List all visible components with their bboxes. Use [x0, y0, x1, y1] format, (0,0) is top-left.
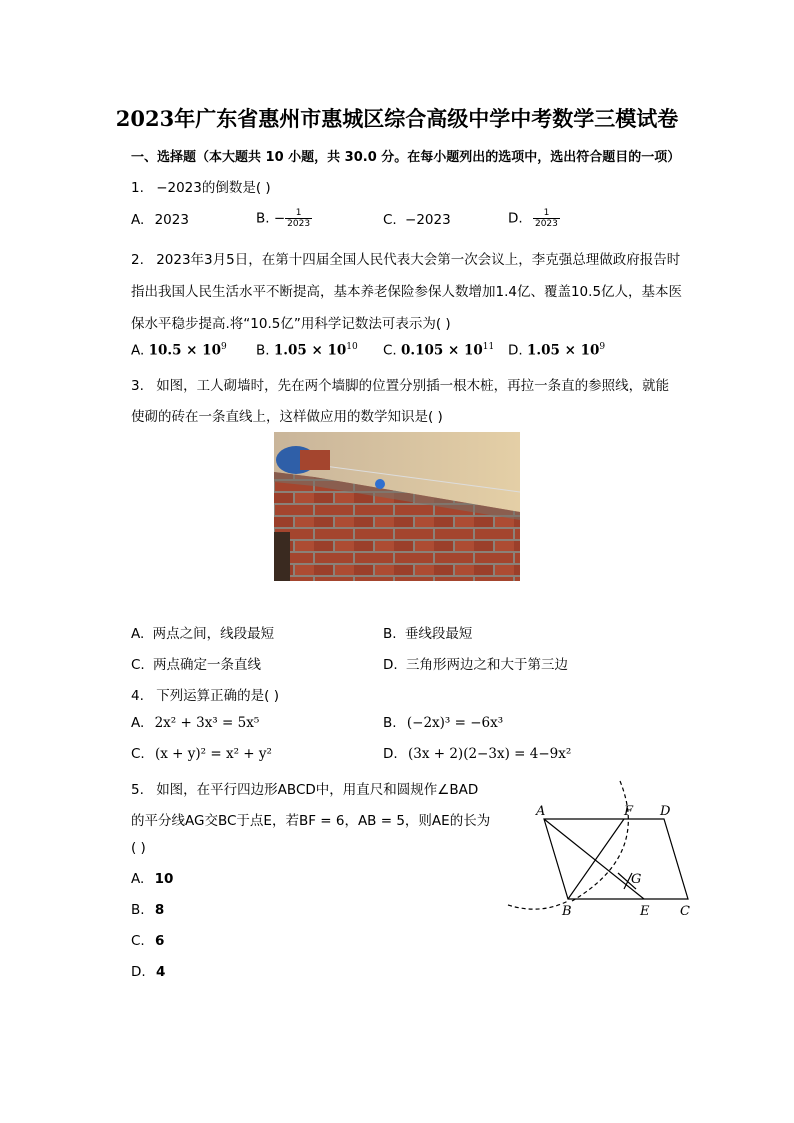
q2-option-a: A. $10.5 \times 10^9$ — [131, 342, 227, 359]
label-d: D — [660, 804, 671, 819]
q5-option-b: B. 8 — [131, 902, 165, 918]
section-heading: 一、选择题（本大题共 10 小题，共 30.0 分。在每小题列出的选项中，选出符合题目的一项） — [131, 150, 681, 165]
label-b: B — [562, 904, 572, 919]
brick-wall-image — [274, 432, 520, 581]
arc-through-b — [508, 901, 568, 909]
q5-option-a: A. 10 — [131, 871, 174, 887]
question-5-line-3: ( ) — [131, 840, 146, 856]
q5-option-d: D. 4 — [131, 964, 166, 980]
fraction: $\frac{1}{2023}$ — [287, 208, 311, 229]
question-2-line-1: 2. 2023年3月5日，在第十四届全国人民代表大会第一次会议上，李克强总理做政府报告时 — [131, 252, 681, 268]
q1-option-a: A. 2023 — [131, 212, 189, 228]
q4-option-a: A. 2x² + 3x³ = 5x⁵ — [131, 715, 260, 731]
q2-option-d: D. $1.05 \times 10^9$ — [508, 342, 606, 359]
parallelogram-figure — [500, 775, 700, 925]
q2-option-b: B. $1.05 \times 10^{10}$ — [256, 342, 358, 359]
question-5-line-2: 的平分线AG交BC于点E，若BF = 6，AB = 5，则AE的长为 — [131, 813, 491, 829]
q4-option-d: D. (3x + 2)(2−3x) = 4−9x² — [383, 746, 572, 762]
label-g: G — [631, 872, 642, 887]
q3-option-d: D. 三角形两边之和大于第三边 — [383, 657, 568, 673]
q4-option-c: C. (x + y)² = x² + y² — [131, 746, 272, 762]
q3-option-b: B. 垂线段最短 — [383, 626, 473, 642]
question-stem: −2023的倒数是( ) — [156, 180, 271, 196]
question-2-line-2: 指出我国人民生活水平不断提高，基本养老保险参保人数增加1.4亿、覆盖10.5亿人，基本医 — [131, 284, 683, 300]
q3-option-c: C. 两点确定一条直线 — [131, 657, 262, 673]
q1-option-c: C. −2023 — [383, 212, 451, 228]
q1-option-d: D. $\frac{1}{2023}$ — [508, 208, 558, 229]
page-title: 2023年广东省惠州市惠城区综合高级中学中考数学三模试卷 — [115, 106, 679, 131]
label-c: C — [680, 904, 690, 919]
geometry-diagram — [500, 775, 700, 925]
question-number: 1. — [131, 180, 144, 196]
bisector-ae — [544, 819, 644, 899]
question-1 — [131, 176, 271, 196]
brick-wall-photo — [274, 432, 520, 581]
fraction: $\frac{1}{2023}$ — [534, 208, 558, 229]
question-2-line-3: 保水平稳步提高.将“10.5亿”用科学记数法可表示为( ) — [131, 316, 451, 332]
q3-option-a: A. 两点之间，线段最短 — [131, 626, 275, 642]
label-e: E — [640, 904, 650, 919]
arc-through-f — [572, 781, 628, 901]
q5-option-c: C. 6 — [131, 933, 165, 949]
q4-option-b: B. (−2x)³ = −6x³ — [383, 715, 504, 731]
q1-option-b: B. − $\frac{1}{2023}$ — [256, 208, 311, 229]
q2-option-c: C. $0.105 \times 10^{11}$ — [383, 342, 495, 359]
label-a: A — [536, 804, 546, 819]
label-f: F — [624, 804, 634, 819]
question-5-line-1: 5. 如图，在平行四边形ABCD中，用直尺和圆规作∠BAD — [131, 782, 479, 798]
question-4: 4. 下列运算正确的是( ) — [131, 688, 280, 704]
question-3-line-2: 使砌的砖在一条直线上，这样做应用的数学知识是( ) — [131, 409, 443, 425]
segment-bf — [568, 819, 624, 899]
question-3-line-1: 3. 如图，工人砌墙时，先在两个墙脚的位置分别插一根木桩，再拉一条直的参照线，就能 — [131, 378, 670, 394]
